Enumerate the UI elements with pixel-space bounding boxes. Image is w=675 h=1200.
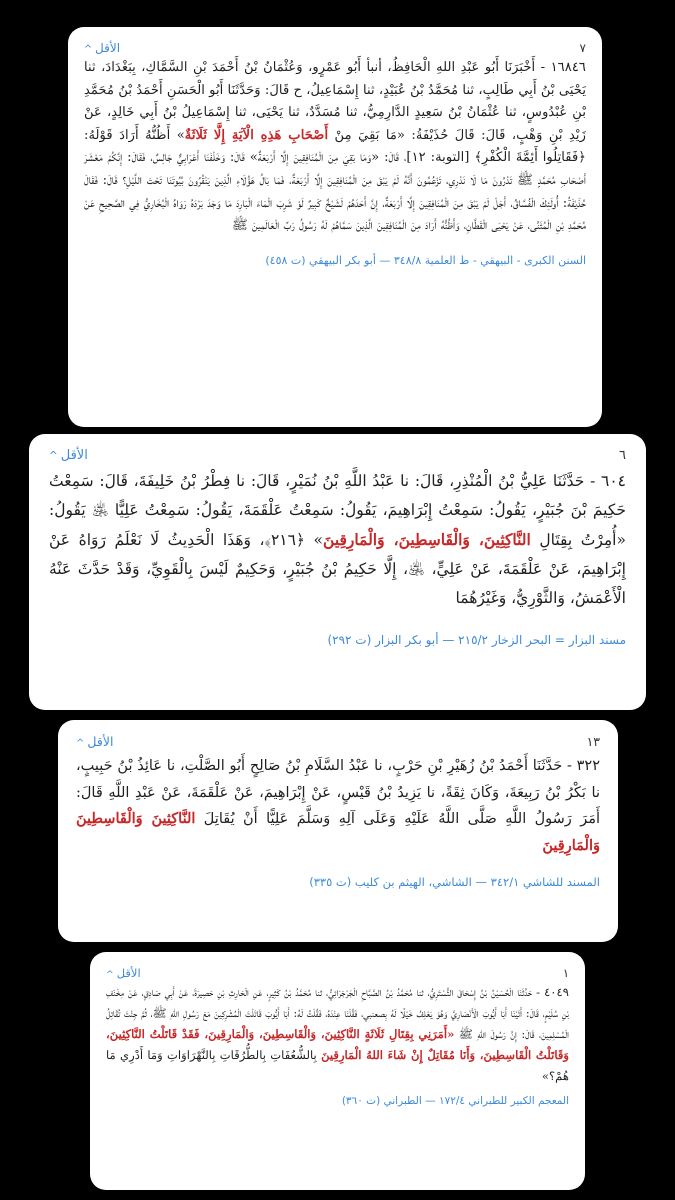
highlighted-phrase: النَّاكِثِينَ وَالْقَاسِطِينَ وَالْمَارِقِينَ — [76, 810, 600, 854]
result-number: ٦ — [619, 448, 626, 463]
card-header — [76, 734, 600, 749]
result-number: ١٣ — [586, 734, 600, 749]
hadith-card-1 — [68, 27, 602, 427]
less-toggle[interactable]: ^ الأقل — [106, 966, 141, 980]
source-link[interactable]: مسند البزار = البحر الزخار ٢١٥/٢ — أبو بكر البزار (ت ٢٩٢) — [327, 633, 626, 647]
card-header — [49, 448, 626, 463]
highlighted-phrase: «أَمَرَنِي بِقِتَالِ ثَلَاثَةٍ النَّاكِثِينَ، وَالْقَاسِطِينَ، وَالْمَارِقِينَ، فَقَدْ قَاتَلْتُ النَّاكِثِينَ، وَقَاتَلْتُ الْقَاسِطِينَ، وَأَنَا مُقَاتِلٌ إِنْ شَاءَ اللهُ الْمَارِقِينَ — [106, 1027, 569, 1062]
hadith-card-3 — [58, 720, 618, 942]
hadith-text: ١٦٨٤٦ - أَخْبَرَنَا أَبُو عَبْدِ اللهِ الْحَافِظُ، أنبأ أَبُو عَمْرٍو، وَعُثْمَانُ بْنُ أَحْمَدَ بْنِ السَّمَّاكِ، بِبَغْدَادَ، ثنا يَحْيَى بْنُ أَبِي طَالِبٍ، ثنا مُحَمَّدُ بْنُ عُبَيْدٍ، ثنا إِسْمَاعِيلُ، ح قَالَ: وَحَدَّثَنَا أَبُو الْحَسَنِ أَحْمَدُ بْنُ مُحَمَّدِ بْنِ عُبْدُوسٍ، ثنا عُثْمَانُ بْنُ سَعِيدٍ الدَّارِمِيُّ، ثنا مُسَدَّدٌ، ثنا يَحْيَى، ثنا إِسْمَاعِيلُ بْنُ أَبِي خَالِدٍ، عَنْ زَيْدِ بْنِ وَهْبٍ، قَالَ: قَالَ حُذَيْفَةُ: «مَا بَقِيَ مِنْ أَصْحَابِ هَذِهِ الْآيَةِ إِلَّا ثَلَاثَةٌ» أَظُنُّهُ أَرَادَ قَوْلَهُ: ﴿فَقَاتِلُوا أَئِمَّةَ الْكُفْرِ﴾ [التوبة: ١٢]، قَالَ: «وَمَا بَقِيَ مِنَ الْمُنَافِقِينَ إِلَّا أَرْبَعَةٌ» قَالَ: وَخَلْفَنَا أَعْرَابِيٌّ جَالِسٌ، فَقَالَ: إِنَّكُمْ مَعْشَرَ أَصْحَابِ مُحَمَّدٍ ﷺ تَدْرُونَ مَا لَا نَدْرِي، تَزْعُمُونَ أَنَّهُ لَمْ يَبْقَ مِنَ الْمُنَافِقِينَ إِلَّا أَرْبَعَةٌ، فَمَا بَالُ هَؤُلَاءِ الَّذِينَ يَنْقُرُونَ بُيُوتَنَا تَحْتَ اللَّيْلِ؟ قَالَ: فَقَالَ حُذَيْفَةُ: أُولَئِكَ الْفُسَّاقُ، أَجَلْ لَمْ يَبْقَ مِنَ الْمُنَافِقِينَ إِلَّا أَرْبَعَةٌ، إِنَّ أَحَدَهُمْ لَشَيْخٌ كَبِيرٌ لَوْ شَرِبَ الْمَاءَ الْبَارِدَ مَا وَجَدَ بَرْدَهُ رَوَاهُ الْبُخَارِيُّ فِي الصَّحِيحِ عَنْ مُحَمَّدِ بْنِ الْمُثَنَّى، عَنْ يَحْيَى الْقَطَّانِ، وَأَظُنُّهُ أَرَادَ مِنَ الْمُنَافِقِينَ الَّذِينَ سَمَّاهُمْ لَهُ رَسُولُ رَبِّ الْعَالَمِينَ ﷺ — [84, 60, 586, 234]
card-header — [84, 41, 586, 55]
source-link[interactable]: السنن الكبرى - البيهقي - ط العلمية ٣٤٨/٨ — أبو بكر البيهقي (ت ٤٥٨) — [265, 253, 586, 267]
chevron-up-icon: ^ — [76, 738, 85, 749]
less-toggle[interactable]: ^ الأقل — [49, 448, 88, 463]
hadith-card-2 — [29, 434, 646, 710]
hadith-text: ٤٠٤٩ - حَدَّثَنَا الْحُسَيْنُ بْنُ إِسْحَاقَ التُّسْتَرِيُّ، ثنا مُحَمَّدُ بْنُ الصَّبَّاحِ الْجَرْجَرَائِيُّ، ثنا مُحَمَّدُ بْنُ كَثِيرٍ، عَنِ الْحَارِثِ بْنِ حَصِيرَةَ، عَنْ أَبِي صَادِقٍ، عَنْ مِخْنَفِ بْنِ سُلَيْمٍ، قَالَ: أَتَيْنَا أَبَا أَيُّوبَ الْأَنْصَارِيَّ وَهُوَ يَعْلِفُ خَيْلًا لَهُ بِصعنبي، فَقُلْنَا عِنْدَهُ، فَقُلْتُ لَهُ: أَبَا أَيُّوبَ قَاتَلْتَ الْمُشْرِكِينَ مَعَ رَسُولِ اللهِ ﷺ، ثُمَّ جِئْتَ تُقَاتِلُ الْمُسْلِمِينَ، قَالَ: إِنَّ رَسُولَ اللهِ ﷺ «أَمَرَنِي بِقِتَالِ ثَلَاثَةٍ النَّاكِثِينَ، وَالْقَاسِطِينَ، وَالْمَارِقِينَ، فَقَدْ قَاتَلْتُ النَّاكِثِينَ، وَقَاتَلْتُ الْقَاسِطِينَ، وَأَنَا مُقَاتِلٌ إِنْ شَاءَ اللهُ الْمَارِقِينَ بِالشُّعُفَاتِ بِالطُّرُقَاتِ بِالنَّهْرَاوَاتِ وَمَا أَدْرِي مَا هُمْ؟» — [106, 985, 570, 1083]
source-link[interactable]: المعجم الكبير للطبراني ١٧٢/٤ — الطبراني (ت ٣٦٠) — [341, 1095, 569, 1107]
less-toggle[interactable]: ^ الأقل — [76, 734, 114, 749]
hadith-card-4 — [90, 952, 585, 1190]
hadith-text: ٦٠٤ - حَدَّثَنَا عَلِيُّ بْنُ الْمُنْذِرِ، قَالَ: نا عَبْدُ اللَّهِ بْنُ نُمَيْرٍ، قَالَ: نا فِطْرُ بْنُ خَلِيفَةَ، قَالَ: سَمِعْتُ حَكِيمَ بْنَ جُبَيْرٍ، يَقُولُ: سَمِعْتُ إِبْرَاهِيمَ، يَقُولُ: سَمِعْتُ عَلْقَمَةَ، يَقُولُ: سَمِعْتُ عَلِيًّا ﵁ يَقُولُ: «أُمِرْتُ بِقِتَالِ النَّاكِثِينَ، وَالْقَاسِطِينَ، وَالْمَارِقِينَ» ﴿٢١٦﴾، وَهَذَا الْحَدِيثُ لَا نَعْلَمُ رَوَاهُ عَنْ إِبْرَاهِيمَ، عَنْ عَلْقَمَةَ، عَنْ عَلِيٍّ، ﵁، إِلَّا حَكِيمُ بْنُ جُبَيْرٍ، وَحَكِيمٌ لَيْسَ بِالْقَوِيِّ، وَقَدْ حَدَّثَ عَنْهُ الْأَعْمَشُ، وَالثَّوْرِيُّ، وَغَيْرُهُمَا — [49, 472, 626, 607]
source-link[interactable]: المسند للشاشي ٣٤٢/١ — الشاشي، الهيثم بن كليب (ت ٣٣٥) — [309, 875, 600, 889]
result-number: ٧ — [579, 41, 586, 55]
less-toggle[interactable]: ^ الأقل — [84, 41, 121, 55]
hadith-text: ٣٢٢ - حَدَّثَنَا أَحْمَدُ بْنُ زُهَيْرِ بْنِ حَرْبٍ، نا عَبْدُ السَّلَامِ بْنُ صَالِحٍ أَبُو الصَّلْتِ، نا عَائِذُ بْنُ حَبِيبٍ، نا بَكْرُ بْنُ رَبِيعَةَ، وَكَانَ ثِقَةً، نا يَزِيدُ بْنُ قَيْسٍ، عَنْ إِبْرَاهِيمَ، عَنْ عَلْقَمَةَ، عَنْ عَبْدِ اللَّهِ قَالَ: أَمَرَ رَسُولُ اللَّهِ صَلَّى اللَّهُ عَلَيْهِ وَعَلَى آلِهِ وَسَلَّمَ عَلِيًّا أَنْ يُقَاتِلَ النَّاكِثِينَ وَالْقَاسِطِينَ وَالْمَارِقِينَ — [76, 758, 600, 854]
chevron-up-icon: ^ — [49, 450, 58, 462]
chevron-up-icon: ^ — [84, 44, 93, 55]
highlighted-phrase: أَصْحَابِ هَذِهِ الْآيَةِ إِلَّا ثَلَاثَةٌ — [184, 127, 329, 143]
card-header — [106, 966, 569, 980]
result-number: ١ — [562, 966, 569, 980]
highlighted-phrase: النَّاكِثِينَ، وَالْقَاسِطِينَ، وَالْمَارِقِينَ — [323, 530, 531, 549]
chevron-up-icon: ^ — [106, 969, 114, 980]
